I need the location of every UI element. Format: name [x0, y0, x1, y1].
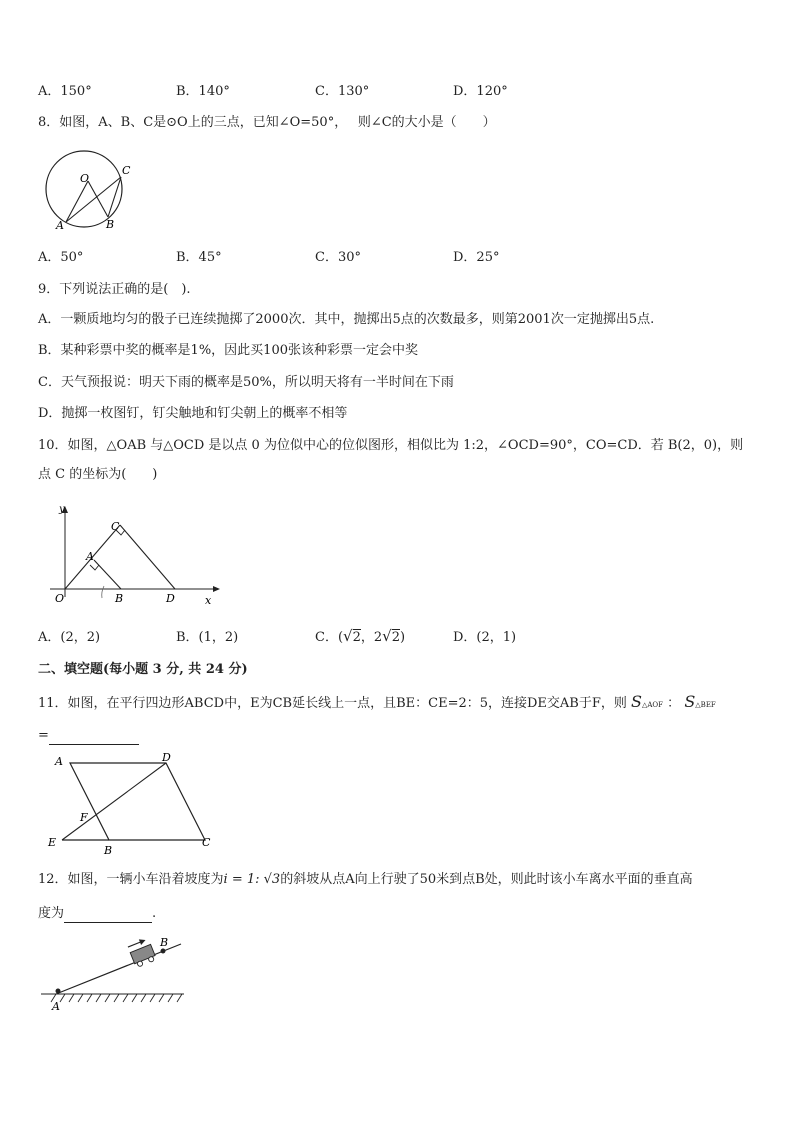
q9-option-c: C．天气预报说：明天下雨的概率是50%，所以明天将有一半时间在下雨 — [38, 375, 454, 390]
q9-stem: 9．下列说法正确的是( ). — [38, 282, 191, 297]
q12-stem-line2: 度为 . — [38, 906, 157, 921]
q7-option-b: B．140° — [176, 84, 230, 99]
q11-answer-line: = — [38, 727, 139, 745]
section2-title: 二、填空题(每小题 3 分, 共 24 分) — [38, 662, 248, 677]
q10-label-o: O — [55, 592, 65, 605]
q11-parallelogram-figure — [40, 748, 220, 856]
q11-label-d: D — [162, 751, 171, 764]
q10-option-b: B．(1，2) — [176, 630, 239, 645]
q10-label-x: x — [205, 594, 212, 607]
q7-option-d: D．120° — [453, 84, 508, 99]
q10-option-d: D．(2，1) — [453, 630, 517, 645]
q11-label-a: A — [55, 755, 63, 768]
q8-label-o: O — [80, 172, 90, 185]
q8-label-c: C — [122, 164, 131, 177]
q10-label-a: A — [86, 550, 94, 563]
q11-label-c: C — [202, 836, 211, 849]
q11-label-f: F — [80, 811, 88, 824]
q8-option-d: D．25° — [453, 250, 500, 265]
q7-option-c: C．130° — [315, 84, 370, 99]
q10-option-c: C．(√2，2√2) — [315, 627, 406, 645]
q8-circle-figure — [38, 144, 138, 234]
q10-label-d: D — [166, 592, 175, 605]
q9-option-d: D．抛掷一枚图钉，钉尖触地和钉尖朝上的概率不相等 — [38, 406, 348, 421]
q12-stem: 12．如图，一辆小车沿着坡度为i = 1: √3的斜坡从点A向上行驶了50米到点B处，则此时该小车离水平面的垂直高 — [38, 872, 693, 887]
q8-option-a: A．50° — [38, 250, 84, 265]
q8-stem: 8．如图，A、B、C是⊙O上的三点，已知∠O=50°， 则∠C的大小是（ ） — [38, 115, 496, 130]
q8-option-c: C．30° — [315, 250, 361, 265]
q9-option-b: B．某种彩票中奖的概率是1%，因此买100张该种彩票一定会中奖 — [38, 343, 418, 358]
q7-option-a: A．150° — [38, 84, 92, 99]
q8-option-b: B．45° — [176, 250, 222, 265]
q12-label-b: B — [160, 936, 169, 949]
q10-stem-line1: 10．如图，△OAB 与△OCD 是以点 0 为位似中心的位似图形，相似比为 1:2，∠OCD=90°，CO=CD．若 B(2，0)，则 — [38, 438, 744, 453]
q10-label-y: y — [59, 504, 65, 515]
q11-label-e: E — [48, 836, 57, 849]
q12-car — [127, 936, 157, 968]
q12-label-a: A — [52, 1000, 60, 1012]
q10-stem-line2: 点 C 的坐标为( ) — [38, 467, 158, 482]
q12-slope-figure — [38, 930, 188, 1012]
q10-coordinate-figure — [45, 502, 225, 612]
q11-label-b: B — [104, 844, 113, 856]
q8-label-a: A — [56, 219, 64, 232]
q9-option-a: A．一颗质地均匀的骰子已连续抛掷了2000次．其中，抛掷出5点的次数最多，则第2001次一定抛掷出5点. — [38, 312, 655, 327]
q11-answer-blank[interactable] — [49, 730, 139, 745]
q10-option-a: A．(2，2) — [38, 630, 101, 645]
q10-label-c: C — [111, 520, 120, 533]
q12-answer-blank[interactable] — [64, 908, 152, 923]
q10-label-b: B — [115, 592, 124, 605]
q8-label-b: B — [106, 218, 115, 231]
q11-stem: 11．如图，在平行四边形ABCD中，E为CB延长线上一点，且BE：CE=2：5，连接DE交AB于F，则 S△AOF ： S△BEF — [38, 692, 716, 711]
